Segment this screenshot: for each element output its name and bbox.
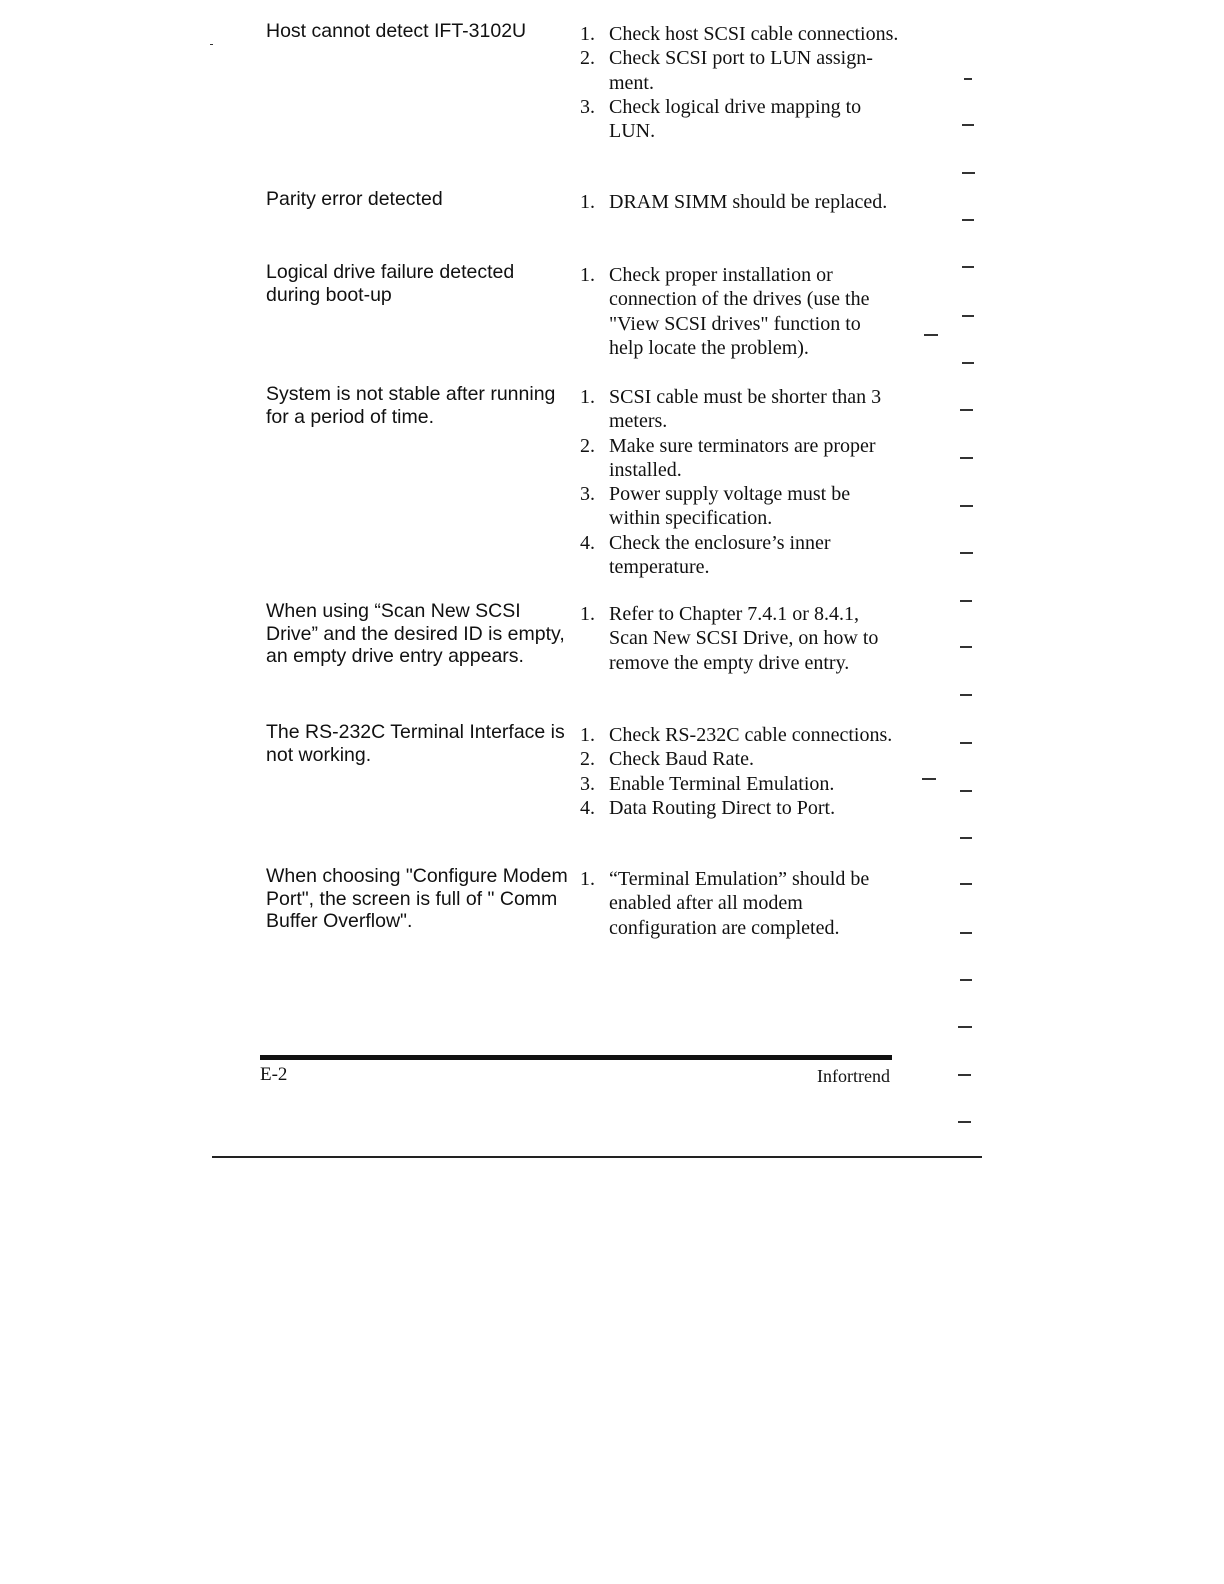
item-number: 1. (580, 603, 595, 625)
solution-list (580, 723, 900, 820)
solution-item (580, 747, 900, 771)
solution-item (580, 772, 900, 796)
item-text: “Terminal Emulation” should be enabled after all modem configuration are completed. (609, 868, 870, 939)
item-number: 4. (580, 531, 595, 554)
scan-mark (962, 362, 974, 364)
scan-mark (960, 505, 973, 507)
problem-text: When choosing "Configure Modem Port", the screen is full of " Comm Buffer Overflow". (266, 865, 568, 932)
item-text: SCSI cable must be shorter than 3 meters. (609, 386, 882, 433)
solution-item (580, 796, 900, 820)
item-number: 3. (580, 483, 595, 506)
scan-mark (960, 883, 972, 885)
solution-list (580, 190, 900, 214)
scan-mark (962, 172, 975, 174)
problem-text: Host cannot detect IFT-3102U (266, 20, 527, 42)
item-number: 1. (580, 724, 595, 746)
item-text: Check Baud Rate. (609, 748, 754, 771)
scan-mark (960, 979, 972, 981)
solution-item (580, 46, 900, 95)
item-text: Check logical drive mapping to LUN. (609, 95, 862, 143)
scan-mark (962, 266, 974, 268)
problem-text: Logical drive failure detected during boot-up (266, 261, 515, 306)
item-text: Check RS-232C cable connections. (609, 724, 893, 746)
item-text: Data Routing Direct to Port. (609, 796, 836, 819)
problem-text: When using “Scan New SCSI Drive” and the desired ID is empty, an empty drive entry appears. (266, 600, 565, 667)
footer-divider (260, 1055, 892, 1060)
scan-mark (960, 457, 973, 459)
problem-text: The RS-232C Terminal Interface is not working. (266, 721, 565, 766)
problem-text: System is not stable after running for a period of time. (266, 383, 556, 428)
scan-mark (958, 1026, 972, 1028)
item-text: Enable Terminal Emulation. (609, 772, 835, 795)
solution-item (580, 434, 900, 483)
scan-mark (958, 1074, 971, 1076)
solution-item (580, 95, 900, 144)
item-number: 1. (580, 23, 595, 45)
item-number: 3. (580, 95, 595, 118)
item-number: 2. (580, 434, 595, 457)
solution-list (580, 263, 900, 360)
solution-item (580, 602, 900, 675)
page-number: E-2 (260, 1064, 288, 1085)
item-number: 1. (580, 868, 595, 890)
item-text: Check proper installation or connection of the drives (use the "View SCSI drives" function to help locate the problem). (609, 264, 870, 359)
page-edge-line (212, 1156, 982, 1158)
item-text: Check host SCSI cable connections. (609, 23, 899, 45)
problem-text: Parity error detected (266, 188, 443, 210)
item-number: 3. (580, 772, 595, 795)
solution-item (580, 723, 900, 747)
solution-list (580, 22, 900, 143)
item-text: Check SCSI port to LUN assign-ment. (609, 47, 873, 94)
solution-item (580, 263, 900, 360)
item-text: DRAM SIMM should be replaced. (609, 191, 888, 213)
item-text: Make sure terminators are proper installed. (609, 434, 876, 481)
scan-mark (962, 219, 974, 221)
solution-list (580, 602, 900, 675)
scan-mark (922, 778, 936, 780)
solution-item (580, 482, 900, 531)
solution-list (580, 867, 900, 940)
scan-mark (960, 742, 972, 744)
scan-mark (960, 932, 972, 934)
item-number: 1. (580, 191, 595, 213)
scan-mark (960, 790, 972, 792)
solution-item (580, 867, 900, 940)
item-number: 4. (580, 796, 595, 819)
scan-mark (924, 334, 938, 336)
item-text: Check the enclosure’s inner temperature. (609, 531, 831, 579)
solution-item (580, 385, 900, 434)
item-text: Refer to Chapter 7.4.1 or 8.4.1, Scan New SCSI Drive, on how to remove the empty drive entry. (609, 603, 879, 674)
item-text: Power supply voltage must be within specification. (609, 483, 851, 530)
scan-mark (960, 552, 973, 554)
item-number: 2. (580, 47, 595, 70)
company-name: Infortrend (817, 1066, 890, 1086)
scan-mark (958, 1121, 971, 1123)
scan-mark (962, 124, 974, 126)
scan-mark (960, 694, 972, 696)
item-number: 1. (580, 264, 595, 286)
scan-mark (960, 600, 972, 602)
item-number: 2. (580, 748, 595, 771)
scan-mark (210, 44, 213, 45)
solution-item (580, 190, 900, 214)
solution-item (580, 22, 900, 46)
scan-mark (962, 315, 974, 317)
scan-mark (960, 409, 973, 411)
solution-item (580, 531, 900, 580)
scan-mark (960, 646, 972, 648)
item-number: 1. (580, 386, 595, 408)
scan-mark (964, 78, 972, 80)
solution-list (580, 385, 900, 579)
scan-mark (960, 837, 972, 839)
